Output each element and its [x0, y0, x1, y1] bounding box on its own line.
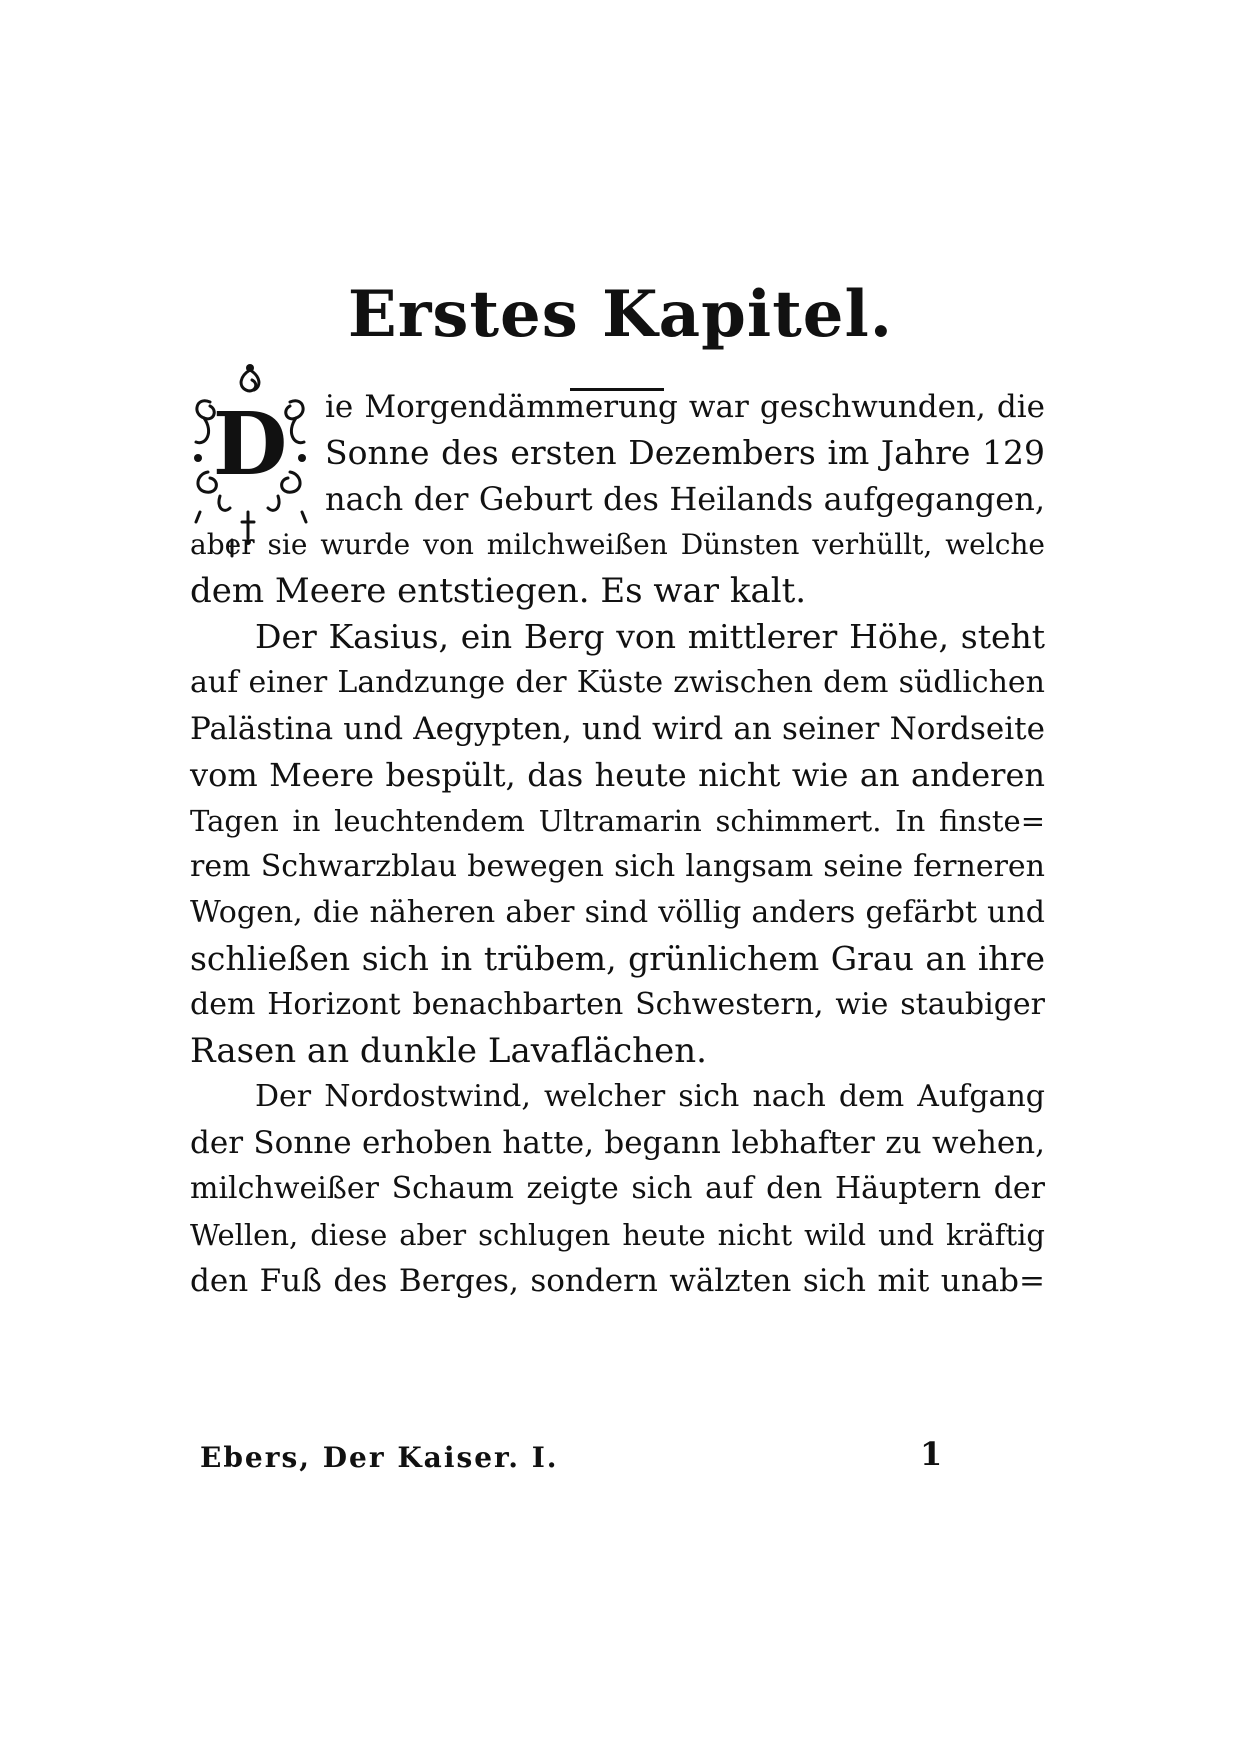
- text-line: vom Meere bespült, das heute nicht wie an anderen: [190, 756, 1045, 794]
- page-number: 1: [920, 1435, 943, 1473]
- text-line: den Fuß des Berges, sondern wälzten sich mit unab=: [190, 1263, 1045, 1299]
- text-line: Rasen an dunkle Lavaflächen.: [190, 1031, 707, 1071]
- text-line: dem Meere entstiegen. Es war kalt.: [190, 571, 807, 611]
- initial-letter: D: [212, 394, 288, 495]
- text-line: rem Schwarzblau bewegen sich langsam seine ferneren: [190, 849, 1045, 884]
- text-line: milchweißer Schaum zeigte sich auf den Häuptern der: [190, 1171, 1045, 1206]
- text-line: Sonne des ersten Dezembers im Jahre 129: [325, 433, 1045, 472]
- text-line: dem Horizont benachbarten Schwestern, wie staubiger: [190, 987, 1045, 1022]
- chapter-title: Erstes Kapitel.: [347, 277, 894, 352]
- footer-signature: Ebers, Der Kaiser. I.: [200, 1441, 559, 1474]
- text-line: Wogen, die näheren aber sind völlig anders gefärbt und: [190, 895, 1045, 930]
- text-line: schließen sich in trübem, grünlichem Grau an ihre: [190, 939, 1045, 978]
- text-line: nach der Geburt des Heilands aufgegangen,: [325, 480, 1045, 518]
- text-line: aber sie wurde von milchweißen Dünsten verhüllt, welche: [190, 528, 1045, 561]
- text-line: ie Morgendämmerung war geschwunden, die: [325, 389, 1045, 425]
- text-line: der Sonne erhoben hatte, begann lebhafter zu wehen,: [190, 1125, 1045, 1161]
- text-line: auf einer Landzunge der Küste zwischen dem südlichen: [190, 665, 1045, 700]
- text-line: Wellen, diese aber schlugen heute nicht wild und kräftig: [190, 1218, 1045, 1252]
- text-line: Tagen in leuchtendem Ultramarin schimmert. In finste=: [190, 804, 1045, 838]
- text-line: Der Kasius, ein Berg von mittlerer Höhe, steht: [255, 617, 1045, 656]
- text-line: Palästina und Aegypten, und wird an seiner Nordseite: [190, 711, 1045, 747]
- text-line: Der Nordostwind, welcher sich nach dem Aufgang: [255, 1079, 1045, 1114]
